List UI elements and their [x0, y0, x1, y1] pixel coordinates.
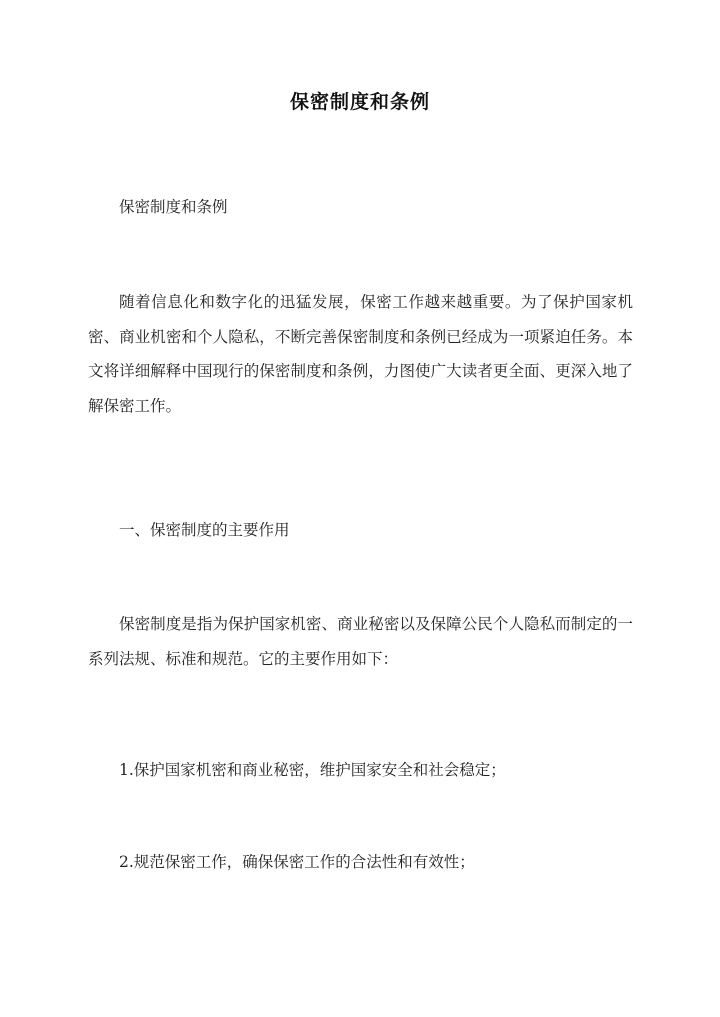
subtitle-paragraph: 保密制度和条例	[119, 198, 228, 216]
definition-paragraph: 保密制度是指为保护国家机密、商业秘密以及保障公民个人隐私而制定的一系列法规、标准和规范。它的主要作用如下：	[88, 615, 633, 668]
document-title: 保密制度和条例	[289, 91, 430, 113]
list-item-2: 2.规范保密工作，确保保密工作的合法性和有效性；	[119, 853, 475, 871]
intro-paragraph: 随着信息化和数字化的迅猛发展，保密工作越来越重要。为了保护国家机密、商业机密和个人隐私，不断完善保密制度和条例已经成为一项紧迫任务。本文将详细解释中国现行的保密制度和条例，力图使广大读者更全面、更深入地了解保密工作。	[88, 293, 633, 415]
list-item-1: 1.保护国家机密和商业秘密，维护国家安全和社会稳定；	[119, 761, 506, 779]
section-heading-1: 一、保密制度的主要作用	[119, 521, 290, 539]
